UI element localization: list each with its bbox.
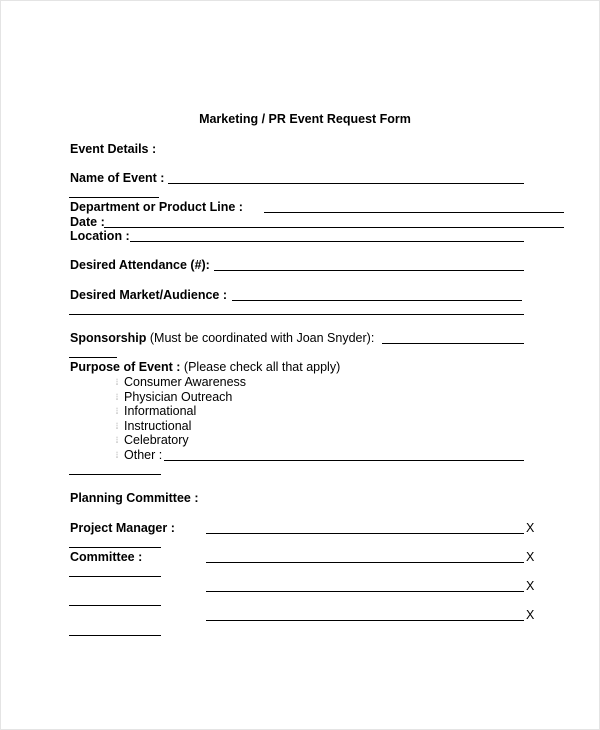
signature-mark: X bbox=[526, 521, 535, 535]
option-label: Informational bbox=[124, 404, 197, 418]
form-title: Marketing / PR Event Request Form bbox=[199, 112, 411, 126]
rule-line bbox=[69, 635, 161, 636]
option-label: Physician Outreach bbox=[124, 390, 233, 404]
option-label: Celebratory bbox=[124, 433, 189, 447]
rule-line bbox=[69, 547, 161, 548]
sponsorship-note: (Must be coordinated with Joan Snyder): bbox=[146, 331, 375, 345]
sponsorship-field[interactable] bbox=[382, 343, 524, 344]
rule-line bbox=[69, 357, 117, 358]
rule-line bbox=[69, 605, 161, 606]
checkbox-icon[interactable]: ⦙ bbox=[116, 451, 119, 461]
signature-mark: X bbox=[526, 550, 535, 564]
purpose-option-celebratory[interactable] bbox=[116, 433, 189, 449]
checkbox-icon[interactable]: ⦙ bbox=[116, 422, 119, 432]
committee-field-2[interactable] bbox=[206, 591, 524, 592]
date-field[interactable] bbox=[104, 227, 564, 228]
location-label: Location : bbox=[70, 229, 130, 243]
attendance-label: Desired Attendance (#): bbox=[70, 258, 210, 272]
signature-mark: X bbox=[526, 608, 535, 622]
purpose-option-other[interactable] bbox=[116, 448, 162, 464]
option-label: Consumer Awareness bbox=[124, 375, 247, 389]
rule-line bbox=[69, 474, 161, 475]
event-details-heading: Event Details : bbox=[70, 142, 157, 156]
department-field[interactable] bbox=[264, 212, 564, 213]
signature-mark: X bbox=[526, 579, 535, 593]
checkbox-icon[interactable]: ⦙ bbox=[116, 393, 119, 403]
checkbox-icon[interactable]: ⦙ bbox=[116, 378, 119, 388]
committee-field-3[interactable] bbox=[206, 620, 524, 621]
market-label: Desired Market/Audience : bbox=[70, 288, 227, 302]
purpose-note: (Please check all that apply) bbox=[180, 360, 341, 374]
checkbox-icon[interactable]: ⦙ bbox=[116, 407, 119, 417]
project-manager-label: Project Manager : bbox=[70, 521, 175, 535]
rule-line bbox=[69, 197, 159, 198]
purpose-label: Purpose of Event : bbox=[70, 360, 181, 374]
attendance-field[interactable] bbox=[214, 270, 524, 271]
committee-field-1[interactable] bbox=[206, 562, 524, 563]
project-manager-field[interactable] bbox=[206, 533, 524, 534]
name-of-event-field[interactable] bbox=[168, 183, 524, 184]
purpose-row bbox=[70, 360, 340, 375]
committee-label: Committee : bbox=[70, 550, 143, 564]
checkbox-icon[interactable]: ⦙ bbox=[116, 436, 119, 446]
rule-line bbox=[69, 576, 161, 577]
location-field[interactable] bbox=[130, 241, 524, 242]
sponsorship-row bbox=[70, 331, 374, 346]
option-label: Other : bbox=[124, 448, 163, 462]
other-purpose-field[interactable] bbox=[164, 460, 524, 461]
market-field[interactable] bbox=[232, 300, 522, 301]
market-field-line-2[interactable] bbox=[69, 314, 524, 315]
name-of-event-label: Name of Event : bbox=[70, 171, 165, 185]
sponsorship-label: Sponsorship bbox=[70, 331, 147, 345]
purpose-option-consumer-awareness[interactable] bbox=[116, 375, 246, 391]
planning-committee-heading: Planning Committee : bbox=[70, 491, 199, 505]
department-label: Department or Product Line : bbox=[70, 200, 243, 214]
purpose-option-informational[interactable] bbox=[116, 404, 196, 420]
option-label: Instructional bbox=[124, 419, 192, 433]
date-label: Date : bbox=[70, 215, 105, 229]
